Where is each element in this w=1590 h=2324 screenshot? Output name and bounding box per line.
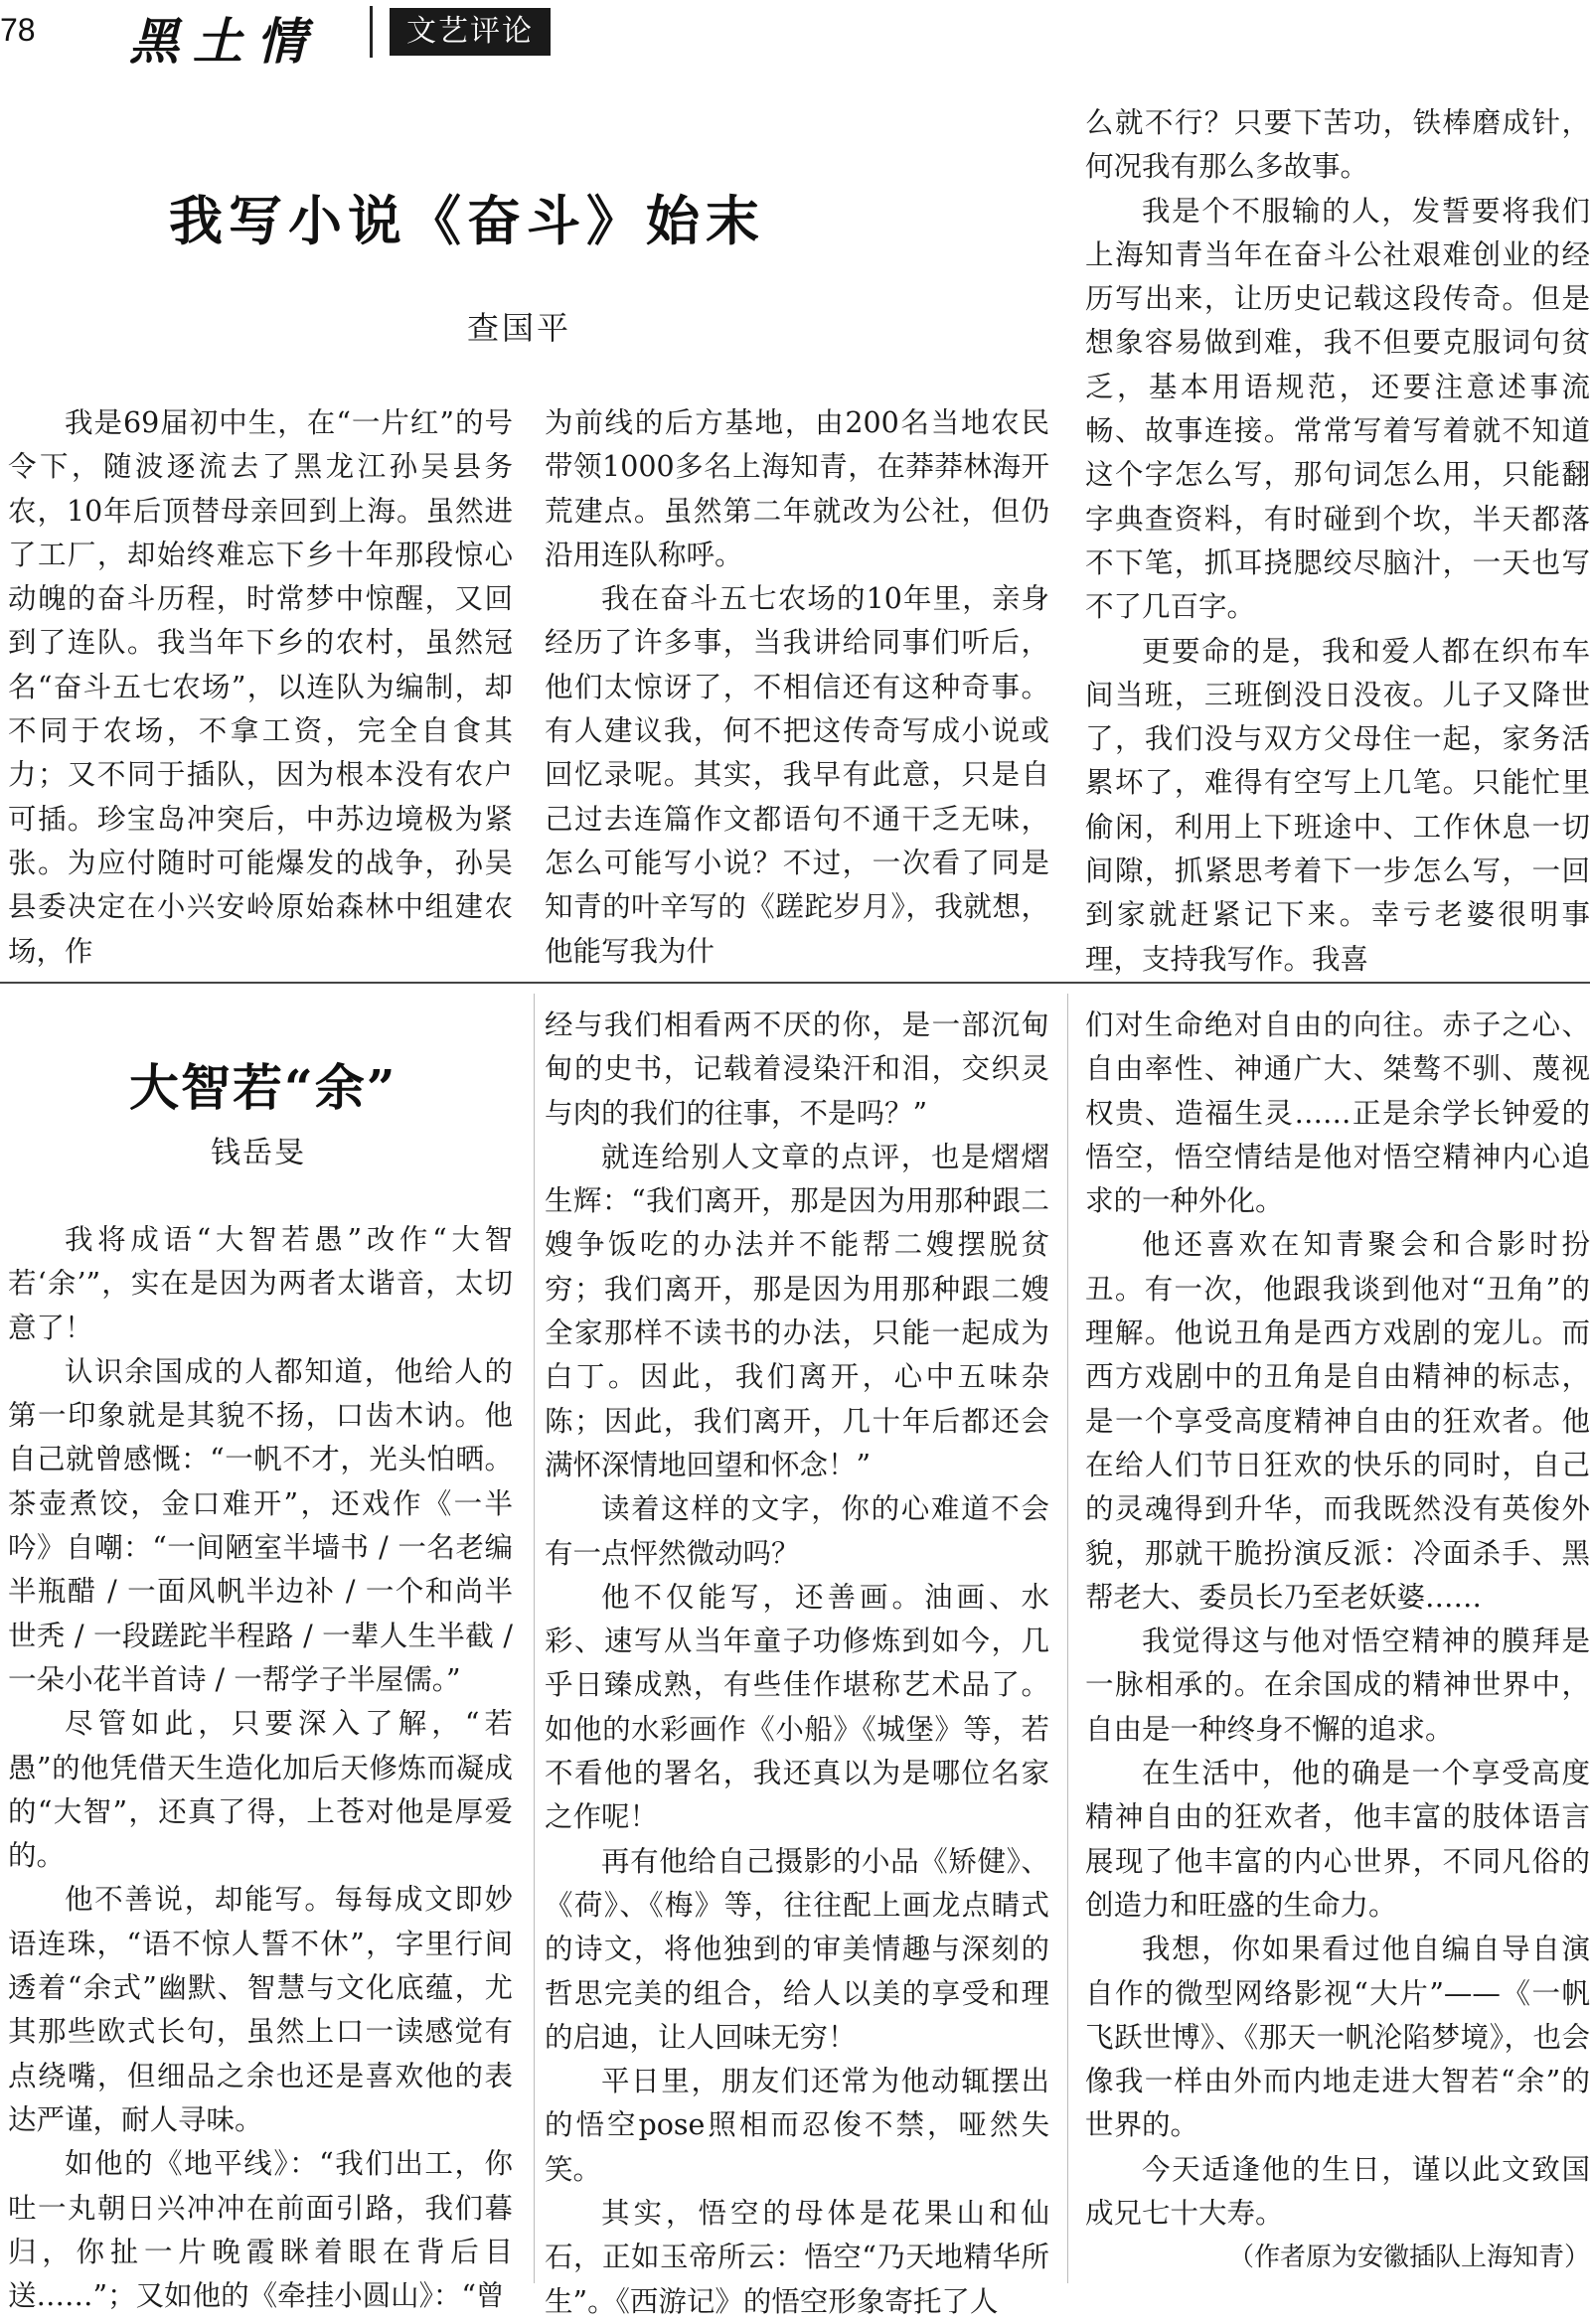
paragraph: 他还喜欢在知青聚会和合影时扮丑。有一次，他跟我谈到他对“丑角”的理解。他说丑角是西方戏剧的宠儿。而西方戏剧中的丑角是自由精神的标志，是一个享受高度精神自由的狂欢者。他在给人们节日狂欢的快乐的同时，自己的灵魂得到升华，而我既然没有英俊外貌，那就干脆扮演反派：冷面杀手、黑帮老大、委员长乃至老妖婆…… [1085,1228,1590,1614]
article1-column-3 [1085,101,1590,982]
paragraph: 更要命的是，我和爱人都在织布车间当班，三班倒没日没夜。儿子又降世了，我们没与双方父母住一起，家务活累坏了，难得有空写上几笔。只能忙里偷闲，利用上下班途中、工作休息一切间隙，抓紧思考着下一步怎么写，一回到家就赶紧记下来。幸亏老婆很明事理，支持我写作。我喜 [1085,634,1590,976]
paragraph: 我是69届初中生，在“一片红”的号令下，随波逐流去了黑龙江孙吴县务农，10年后顶替母亲回到上海。虽然进了工厂，却始终难忘下乡十年那段惊心动魄的奋斗历程，时常梦中惊醒，又回到了连队。我当年下乡的农村，虽然冠名“奋斗五七农场”，以连队为编制，却不同于农场，不拿工资，完全自食其力；又不同于插队，因为根本没有农户可插。珍宝岛冲突后，中苏边境极为紧张。为应付随时可能爆发的战争，孙吴县委决定在小兴安岭原始森林中组建农场，作 [8,406,513,968]
header-divider [370,6,373,58]
article1-author: 查国平 [467,309,572,347]
article2-title: 大智若“余” [129,1058,398,1117]
article2-author: 钱岳旻 [211,1136,306,1170]
paragraph: 在生活中，他的确是一个享受高度精神自由的狂欢者，他丰富的肢体语言展现了他丰富的内心世界，不同凡俗的创造力和旺盛的生命力。 [1085,1757,1590,1922]
section-badge: 文艺评论 [390,8,551,56]
page-header [0,0,1590,71]
paragraph: 其实，悟空的母体是花果山和仙石，正如玉帝所云：悟空“乃天地精华所生”。《西游记》的悟空形象寄托了人 [545,2197,1049,2318]
article1-title: 我写小说《奋斗》始末 [169,190,765,252]
paragraph: 么就不行？只要下苦功，铁棒磨成针，何况我有那么多故事。 [1085,106,1590,184]
paragraph: 他不善说，却能写。每每成文即妙语连珠，“语不惊人誓不休”，字里行间透着“余式”幽默、智慧与文化底蕴，尤其那些欧式长句，虽然上口一读感觉有点绕嘴，但细品之余也还是喜欢他的表达严谨，耐人寻味。 [8,1883,513,2136]
author-note: （作者原为安徽插队上海知青） [1227,2243,1590,2273]
paragraph: 如他的《地平线》：“我们出工，你吐一丸朝日兴冲冲在前面引路，我们暮归，你扯一片晚霞眯着眼在背后目送……”；又如他的《牵挂小圆山》：“曾 [8,2147,513,2313]
paragraph: 我是个不服输的人，发誓要将我们上海知青当年在奋斗公社艰难创业的经历写出来，让历史记载这段传奇。但是想象容易做到难，我不但要克服词句贫乏，基本用语规范，还要注意述事流畅、故事连接。常常写着写着就不知道这个字怎么写，那句词怎么用，只能翻字典查资料，有时碰到个坎，半天都落不下笔，抓耳挠腮绞尽脑汁，一天也写不了几百字。 [1085,194,1590,624]
section-divider [0,982,1590,984]
paragraph: 经与我们相看两不厌的你，是一部沉甸甸的史书，记载着浸染汗和泪，交织灵与肉的我们的往事，不是吗？” [545,1008,1049,1130]
paragraph: 我想，你如果看过他自编自导自演自作的微型网络影视“大片”——《一帆飞跃世博》、《那天一帆沦陷梦境》，也会像我一样由外而内地走进大智若“余”的世界的。 [1085,1933,1590,2142]
column-rule [534,994,535,2283]
article2-column-1 [8,1218,513,2318]
magazine-logo: 黑土情 [129,12,320,71]
paragraph: 今天适逢他的生日，谨以此文致国成兄七十大寿。 [1085,2152,1590,2231]
article2-column-2 [545,1004,1049,2324]
paragraph: 他不仅能写，还善画。油画、水彩、速写从当年童子功修炼到如今，几乎日臻成熟，有些佳作堪称艺术品了。如他的水彩画作《小船》《城堡》等，若不看他的署名，我还真以为是哪位名家之作呢！ [545,1580,1049,1834]
paragraph: 平日里，朋友们还常为他动辄摆出的悟空pose照相而忍俊不禁，哑然失笑。 [545,2065,1049,2186]
page-number: 78 [0,12,36,48]
paragraph: 再有他给自己摄影的小品《矫健》、《荷》、《梅》等，往往配上画龙点睛式的诗文，将他独到的审美情趣与深刻的哲思完美的组合，给人以美的享受和理的启迪，让人回味无穷！ [545,1844,1049,2054]
paragraph: 认识余国成的人都知道，他给人的第一印象就是其貌不扬，口齿木讷。他自己就曾感慨：“一帆不才，光头怕晒。茶壶煮饺，金口难开”，还戏作《一半吟》自嘲：“一间陋室半墙书 / 一名老编半瓶醋 / 一面风帆半边补 / 一个和尚半世秃 / 一段蹉跎半程路 / 一辈人生半截 / 一朵小花半首诗 / 一帮学子半屋儒。” [8,1354,513,1696]
paragraph: 读着这样的文字，你的心难道不会有一点怦然微动吗？ [545,1492,1049,1570]
paragraph: 为前线的后方基地，由200名当地农民带领1000多名上海知青，在莽莽林海开荒建点。虽然第二年就改为公社，但仍沿用连队称呼。 [545,406,1049,571]
paragraph: 我将成语“大智若愚”改作“大智若‘余’”，实在是因为两者太谐音，太切意了！ [8,1223,513,1344]
column-rule [1067,994,1068,2283]
article1-column-1 [8,401,513,974]
paragraph: 我在奋斗五七农场的10年里，亲身经历了许多事，当我讲给同事们听后，他们太惊讶了，不相信还有这种奇事。有人建议我，何不把这传奇写成小说或回忆录呢。其实，我早有此意，只是自己过去连篇作文都语句不通干乏无味，怎么可能写小说？不过，一次看了同是知青的叶辛写的《蹉跎岁月》，我就想，他能写我为什 [545,582,1049,968]
paragraph: 我觉得这与他对悟空精神的膜拜是一脉相承的。在余国成的精神世界中，自由是一种终身不懈的追求。 [1085,1625,1590,1746]
paragraph: 们对生命绝对自由的向往。赤子之心、自由率性、神通广大、桀骜不驯、蔑视权贵、造福生灵……正是余学长钟爱的悟空，悟空情结是他对悟空精神内心追求的一种外化。 [1085,1008,1590,1218]
paragraph: 尽管如此，只要深入了解，“若愚”的他凭借天生造化加后天修炼而凝成的“大智”，还真了得，上苍对他是厚爱的。 [8,1707,513,1873]
article2-column-3 [1085,1004,1590,2280]
paragraph: 就连给别人文章的点评，也是熠熠生辉：“我们离开，那是因为用那种跟二嫂争饭吃的办法并不能帮二嫂摆脱贫穷；我们离开，那是因为用那种跟二嫂全家那样不读书的办法，只能一起成为白丁。因此，我们离开，心中五味杂陈；因此，我们离开，几十年后都还会满怀深情地回望和怀念！” [545,1140,1049,1481]
article1-column-2 [545,401,1049,974]
